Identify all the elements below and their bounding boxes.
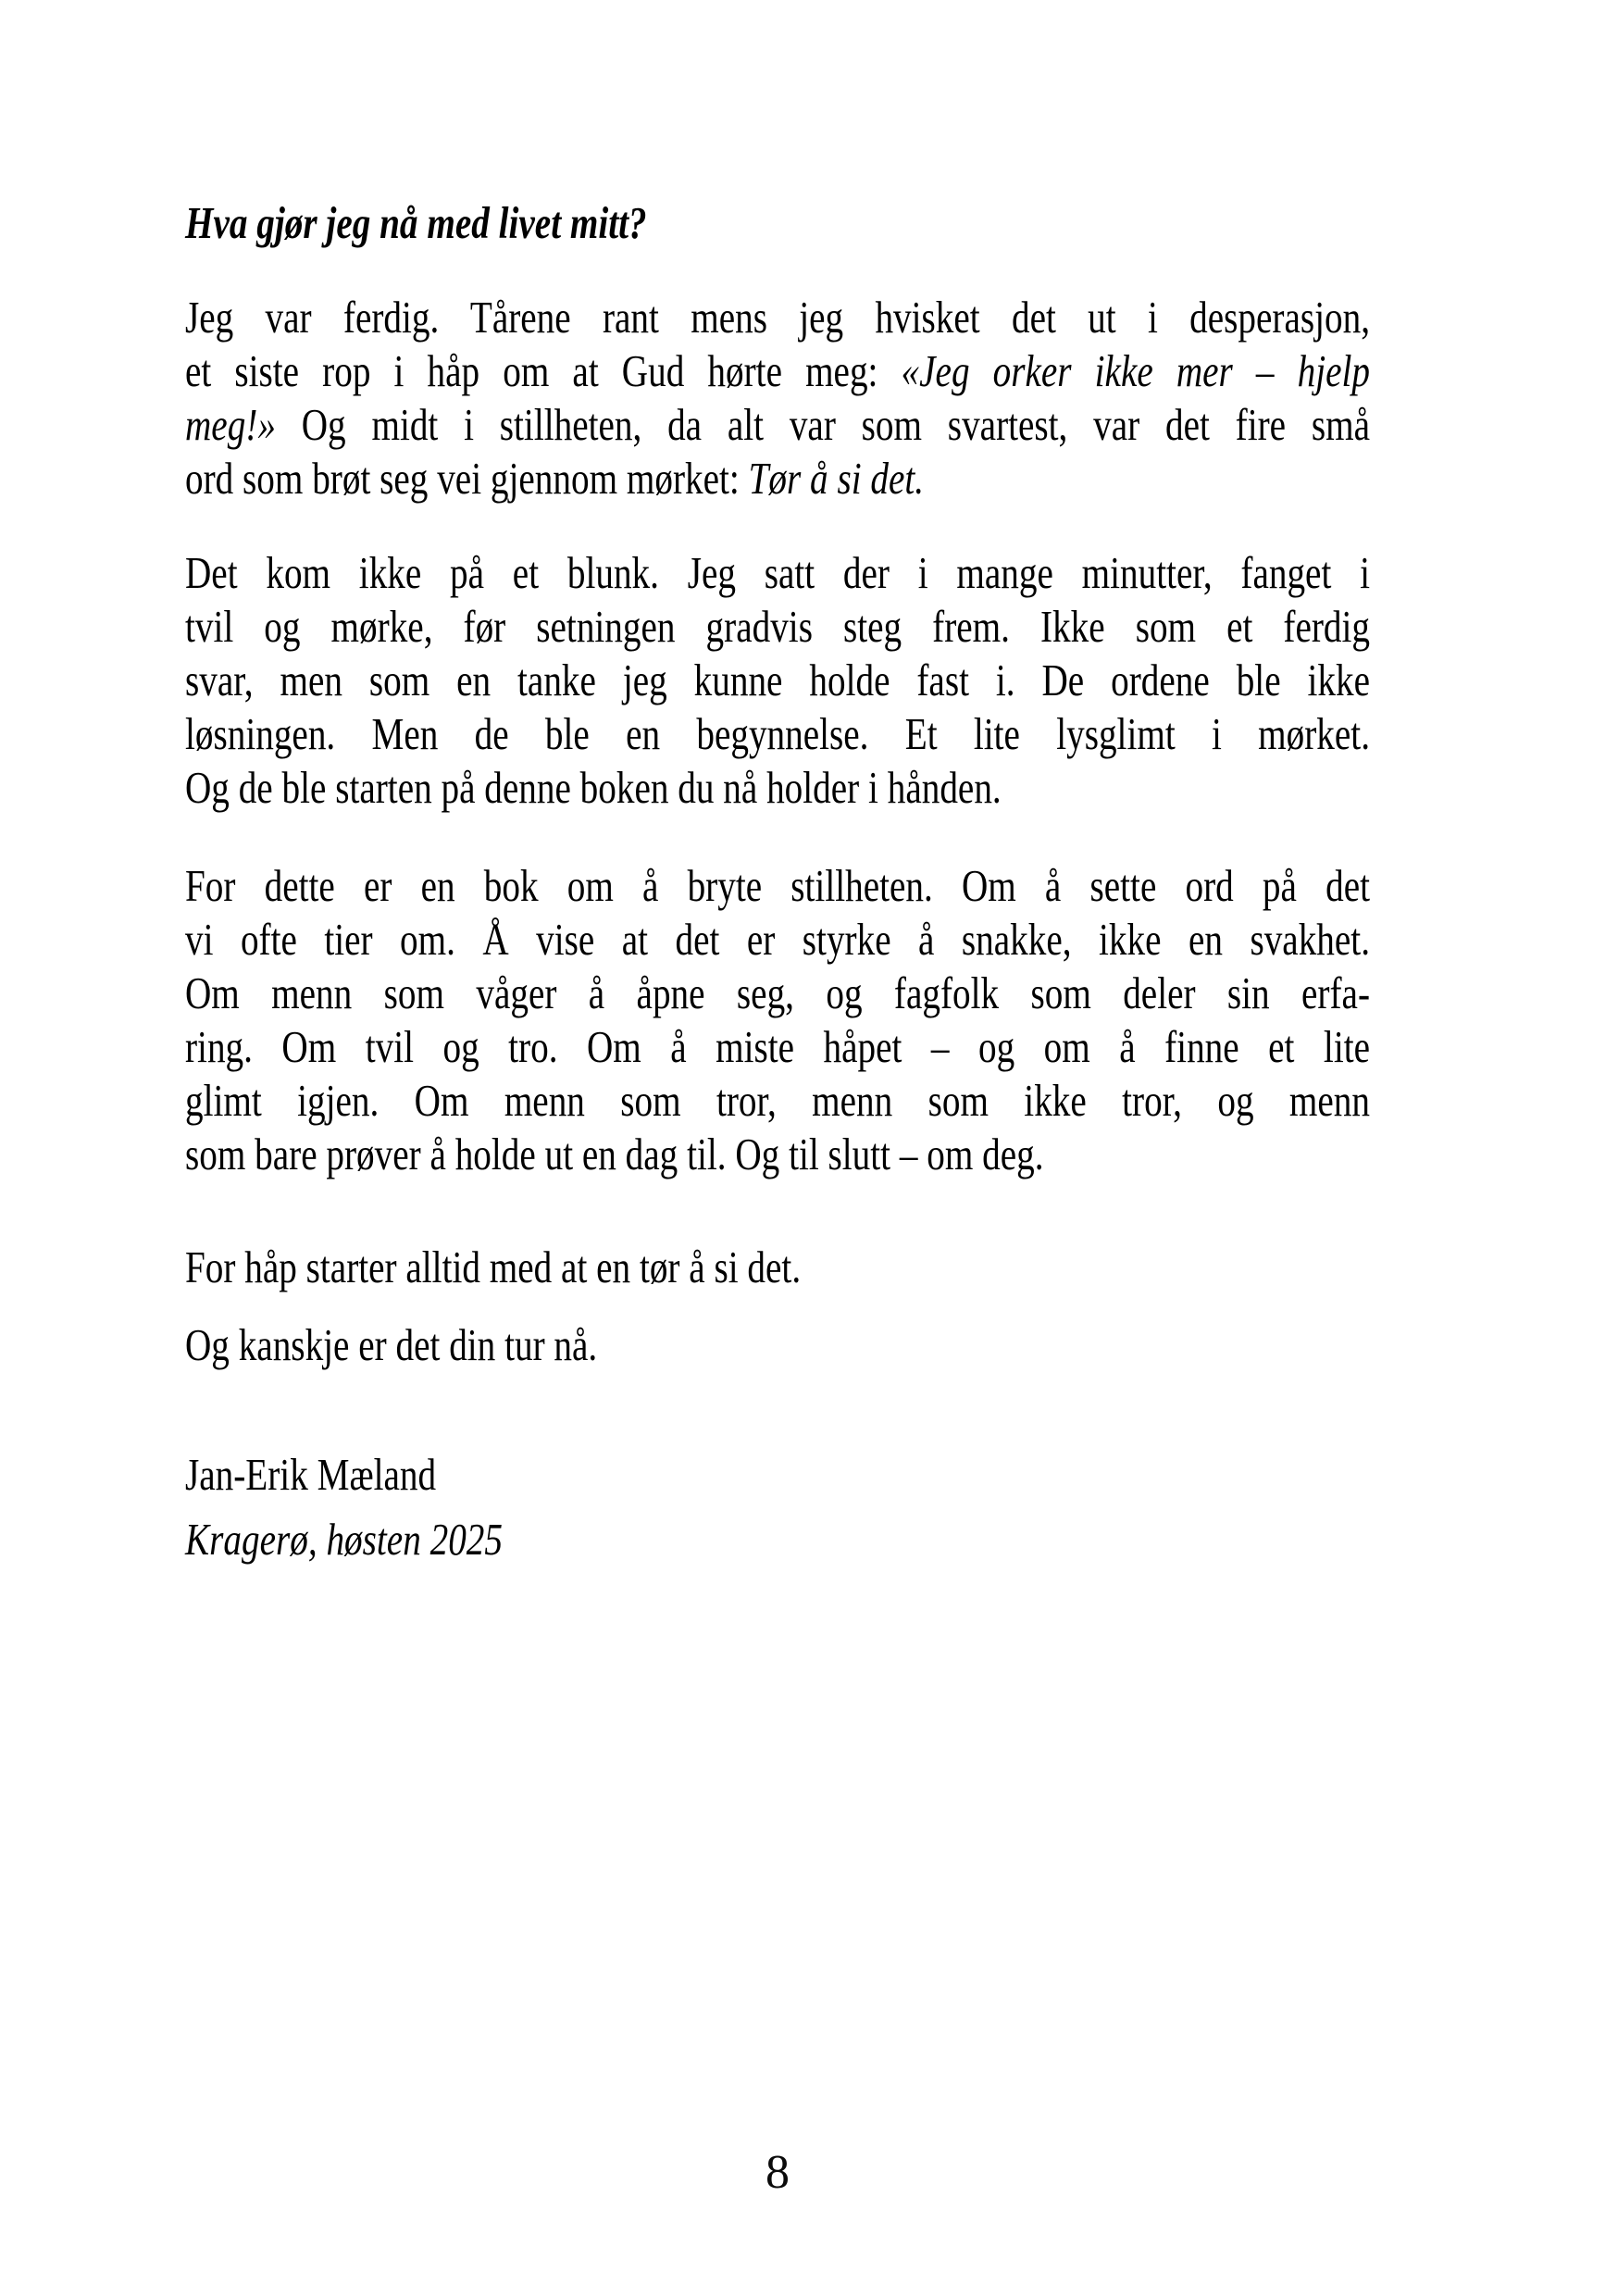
text-line xyxy=(185,452,1370,505)
text-line xyxy=(185,1318,1370,1372)
paragraph-p4 xyxy=(185,1241,1370,1294)
text-segment: vi ofte tier om. Å vise at det er styrke å snakke, ikke en svakhet. xyxy=(185,914,1370,965)
text-line xyxy=(185,398,1370,452)
text-segment: Om menn som våger å åpne seg, og fagfolk som deler sin erfa- xyxy=(185,967,1370,1018)
text-line xyxy=(185,291,1370,344)
text-line xyxy=(185,196,1370,250)
text-segment: som bare prøver å holde ut en dag til. Og til slutt – om deg. xyxy=(185,1129,1044,1179)
text-segment: ring. Om tvil og tro. Om å miste håpet – og om å finne et lite xyxy=(185,1021,1370,1072)
text-segment: svar, men som en tanke jeg kunne holde fast i. De ordene ble ikke xyxy=(185,655,1370,705)
page-number: 8 xyxy=(765,2146,790,2199)
text-line xyxy=(185,1448,1370,1502)
paragraph-p5 xyxy=(185,1318,1370,1372)
text-segment: løsningen. Men de ble en begynnelse. Et lite lysglimt i mørket. xyxy=(185,708,1370,759)
text-line xyxy=(185,546,1370,600)
paragraph-p3 xyxy=(185,859,1370,1181)
text-segment: ord som brøt seg vei gjennom mørket: xyxy=(185,453,749,504)
text-line xyxy=(185,1513,1370,1566)
text-line xyxy=(185,1020,1370,1074)
paragraph-p2 xyxy=(185,546,1370,815)
paragraph-sig-name xyxy=(185,1448,1370,1502)
section-heading xyxy=(185,196,1370,250)
text-line xyxy=(185,1128,1370,1181)
text-line xyxy=(185,654,1370,707)
text-segment: Det kom ikke på et blunk. Jeg satt der i mange minutter, fanget i xyxy=(185,547,1370,598)
text-segment-italic: Hva gjør jeg nå med livet mitt? xyxy=(185,197,647,248)
text-segment: Og de ble starten på denne boken du nå holder i hånden. xyxy=(185,762,1002,813)
paragraph-p1 xyxy=(185,291,1370,505)
text-segment-italic: «Jeg orker ikke mer – hjelp xyxy=(901,345,1370,396)
text-line xyxy=(185,913,1370,967)
text-segment: Og midt i stillheten, da alt var som svartest, var det fire små xyxy=(275,399,1370,450)
text-segment: For håp starter alltid med at en tør å si det. xyxy=(185,1242,802,1292)
text-line xyxy=(185,1074,1370,1128)
text-line xyxy=(185,707,1370,761)
text-line xyxy=(185,761,1370,815)
text-segment-italic: Tør å si det. xyxy=(748,453,925,504)
text-segment-italic: meg!» xyxy=(185,399,276,450)
text-segment-italic: Kragerø, høsten 2025 xyxy=(185,1514,503,1565)
paragraph-sig-place xyxy=(185,1513,1370,1566)
text-line xyxy=(185,859,1370,913)
text-line xyxy=(185,344,1370,398)
text-line xyxy=(185,967,1370,1020)
text-segment: Jan-Erik Mæland xyxy=(185,1449,437,1500)
text-segment: Og kanskje er det din tur nå. xyxy=(185,1319,598,1370)
text-segment: et siste rop i håp om at Gud hørte meg: xyxy=(185,345,902,396)
text-line xyxy=(185,600,1370,654)
text-segment: tvil og mørke, før setningen gradvis steg frem. Ikke som et ferdig xyxy=(185,601,1370,652)
text-segment: Jeg var ferdig. Tårene rant mens jeg hvisket det ut i desperasjon, xyxy=(185,292,1370,343)
text-line xyxy=(185,1241,1370,1294)
text-segment: For dette er en bok om å bryte stillheten. Om å sette ord på det xyxy=(185,860,1370,911)
text-segment: glimt igjen. Om menn som tror, menn som ikke tror, og menn xyxy=(185,1075,1370,1126)
text-column xyxy=(185,196,1370,1566)
